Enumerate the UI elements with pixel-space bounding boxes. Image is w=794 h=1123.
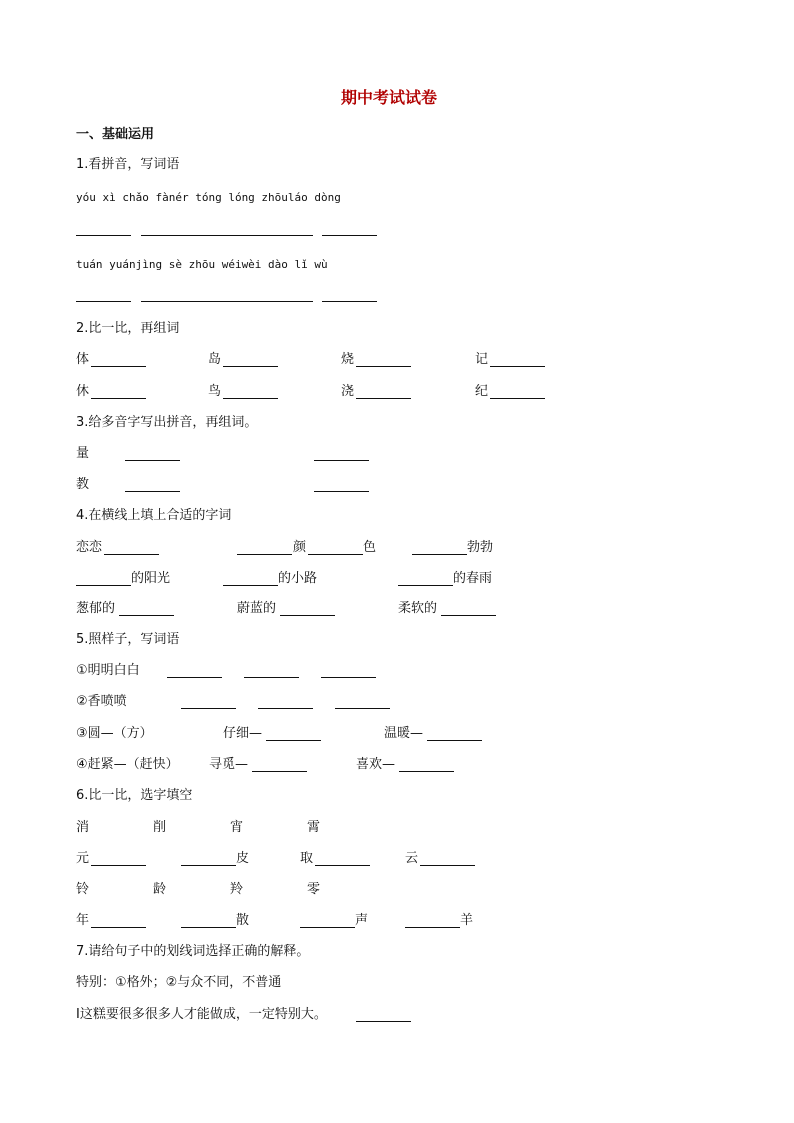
fill-text: 柔软的 [398,601,438,616]
answer-blank[interactable] [398,585,453,586]
fill-text: 取 [300,851,314,866]
answer-blank[interactable] [356,398,411,399]
example-word: ②香喷喷 [76,694,127,709]
question-5-prompt: 5.照样子，写词语 [76,632,180,647]
answer-blank[interactable] [405,927,460,928]
pinyin-row-2: tuán yuánjìng sè zhōu wéiwèi dào lǐ wù [76,258,328,271]
choice-char: 霄 [307,820,321,835]
compare-char: 记 [475,352,489,367]
answer-blank[interactable] [223,366,278,367]
page-title: 期中考试试卷 [341,88,438,107]
answer-blank[interactable] [167,677,222,678]
answer-blank[interactable] [252,771,307,772]
fill-text: 蔚蓝的 [237,601,277,616]
answer-blank[interactable] [300,927,355,928]
polyphone-char: 教 [76,477,90,492]
answer-blank[interactable] [181,708,236,709]
answer-blank[interactable] [91,398,146,399]
answer-blank[interactable] [427,740,482,741]
choice-char: 铃 [76,882,90,897]
compare-char: 岛 [208,352,222,367]
choice-char: 消 [76,820,90,835]
choice-char: 龄 [153,882,167,897]
answer-blank[interactable] [91,366,146,367]
answer-blank[interactable] [141,301,313,302]
question-1-prompt: 1.看拼音，写词语 [76,157,180,172]
answer-blank[interactable] [314,491,369,492]
choice-char: 零 [307,882,321,897]
answer-blank[interactable] [181,865,236,866]
example-sentence: Ⅰ这糕要很多很多人才能做成，一定特别大。 [76,1007,327,1022]
answer-blank[interactable] [125,460,180,461]
fill-text: 年 [76,913,90,928]
answer-blank[interactable] [76,235,131,236]
polyphone-char: 量 [76,446,90,461]
answer-blank[interactable] [280,615,335,616]
answer-blank[interactable] [322,235,377,236]
answer-blank[interactable] [308,554,363,555]
answer-blank[interactable] [223,398,278,399]
answer-blank[interactable] [322,301,377,302]
section-heading: 一、基础运用 [76,127,155,142]
compare-char: 浇 [341,384,355,399]
fill-text: 色 [363,540,377,555]
compare-char: 烧 [341,352,355,367]
example-word: 仔细— [223,726,263,741]
question-6-prompt: 6.比一比，选字填空 [76,788,193,803]
answer-blank[interactable] [91,865,146,866]
choice-char: 削 [153,820,167,835]
fill-text: 的阳光 [131,571,171,586]
answer-blank[interactable] [399,771,454,772]
word-definition: 特别：①格外；②与众不同，不普通 [76,975,282,990]
fill-text: 声 [355,913,369,928]
fill-text: 元 [76,851,90,866]
example-word: ④赶紧—（赶快） [76,757,179,772]
answer-blank[interactable] [141,235,313,236]
question-2-prompt: 2.比一比，再组词 [76,321,180,336]
fill-text: 的春雨 [453,571,493,586]
compare-char: 休 [76,384,90,399]
fill-text: 葱郁的 [76,601,116,616]
compare-char: 体 [76,352,90,367]
question-7-prompt: 7.请给句子中的划线词选择正确的解释。 [76,944,310,959]
answer-blank[interactable] [420,865,475,866]
fill-text: 勃勃 [467,540,494,555]
choice-char: 羚 [230,882,244,897]
answer-blank[interactable] [315,865,370,866]
answer-blank[interactable] [91,927,146,928]
answer-blank[interactable] [314,460,369,461]
answer-blank[interactable] [441,615,496,616]
answer-blank[interactable] [119,615,174,616]
compare-char: 纪 [475,384,489,399]
fill-text: 恋恋 [76,540,103,555]
answer-blank[interactable] [125,491,180,492]
answer-blank[interactable] [412,554,467,555]
answer-blank[interactable] [266,740,321,741]
answer-blank[interactable] [258,708,313,709]
answer-blank[interactable] [237,554,292,555]
pinyin-row-1: yóu xì chǎo fànér tóng lóng zhōuláo dòng [76,191,341,204]
question-3-prompt: 3.给多音字写出拼音，再组词。 [76,415,258,430]
fill-text: 羊 [460,913,474,928]
example-word: ①明明白白 [76,663,140,678]
answer-blank[interactable] [76,301,131,302]
answer-blank[interactable] [181,927,236,928]
fill-text: 的小路 [278,571,318,586]
question-4-prompt: 4.在横线上填上合适的字词 [76,508,232,523]
choice-char: 宵 [230,820,244,835]
answer-blank[interactable] [490,366,545,367]
example-word: ③圆—（方） [76,726,153,741]
answer-blank[interactable] [244,677,299,678]
answer-blank[interactable] [335,708,390,709]
answer-blank[interactable] [76,585,131,586]
example-word: 温暖— [384,726,424,741]
answer-blank[interactable] [223,585,278,586]
compare-char: 鸟 [208,384,222,399]
fill-text: 颜 [293,540,307,555]
answer-blank[interactable] [104,554,159,555]
answer-blank[interactable] [490,398,545,399]
fill-text: 云 [405,851,419,866]
example-word: 寻觅— [209,757,249,772]
answer-blank[interactable] [356,366,411,367]
answer-blank[interactable] [321,677,376,678]
answer-blank[interactable] [356,1021,411,1022]
example-word: 喜欢— [356,757,396,772]
fill-text: 皮 [236,851,250,866]
fill-text: 散 [236,913,250,928]
